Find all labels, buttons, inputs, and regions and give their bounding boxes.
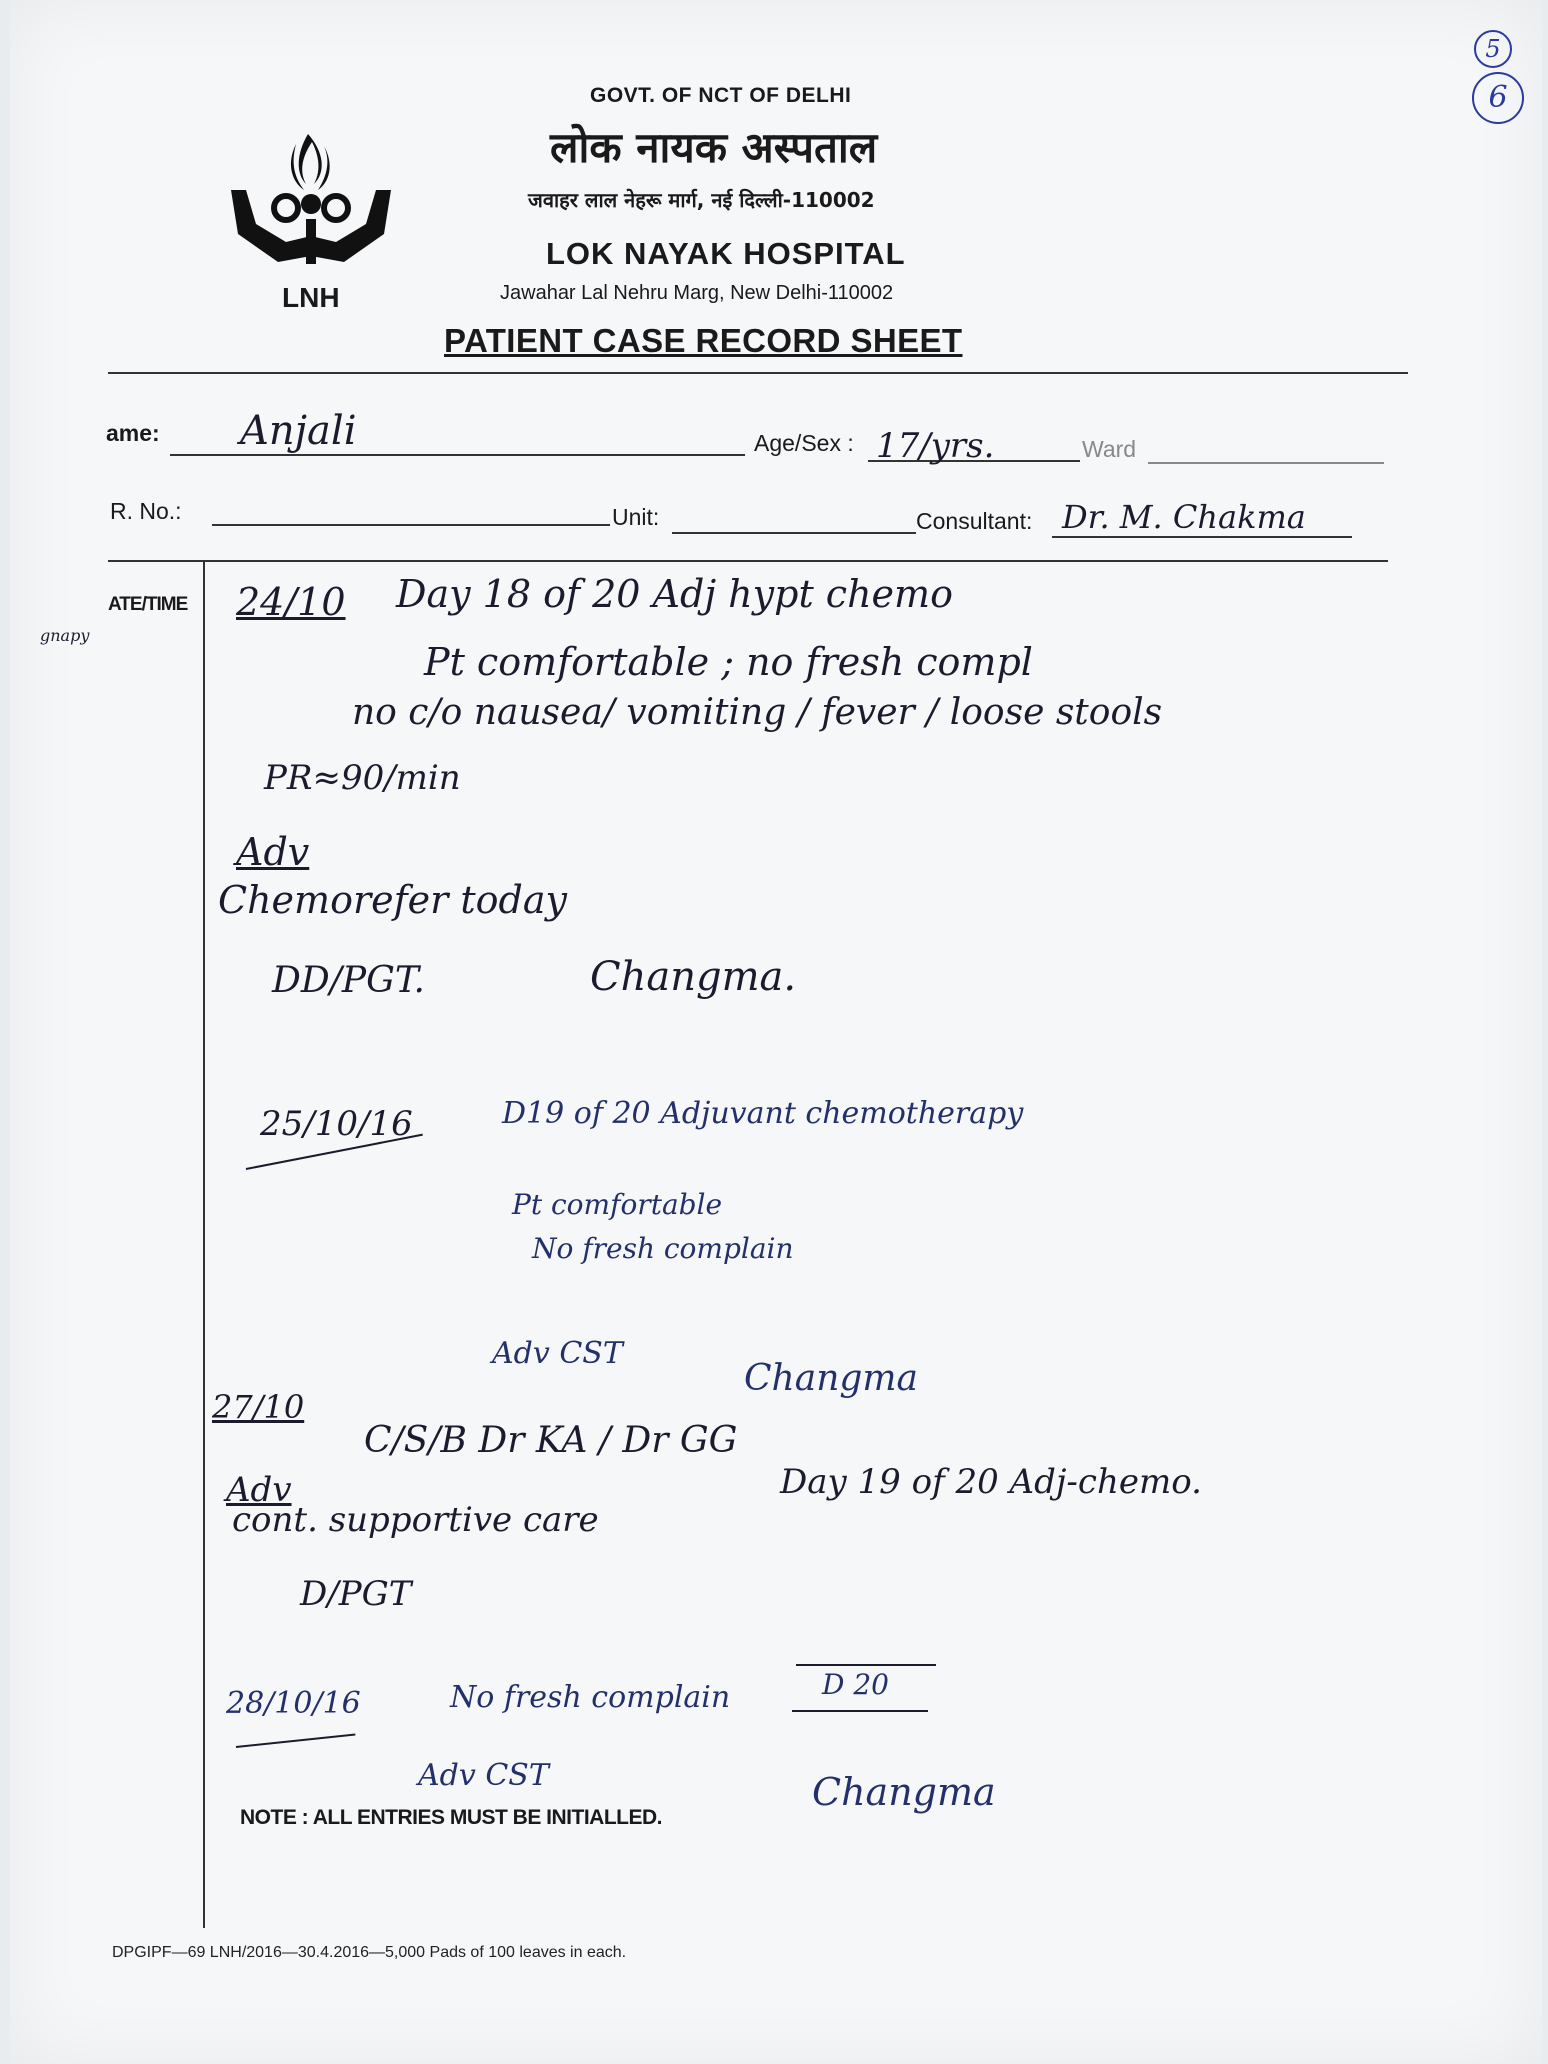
hospital-logo [226, 124, 396, 284]
age-sex-label: Age/Sex : [754, 430, 854, 456]
entry-line: No fresh complain [450, 1680, 731, 1715]
sheet-title: PATIENT CASE RECORD SHEET [444, 322, 963, 359]
date-column-divider [203, 562, 205, 1928]
initials: D/PGT [300, 1574, 412, 1614]
name-value: Anjali [240, 408, 357, 454]
hospital-name-hindi: लोक नायक अस्पताल [550, 123, 878, 172]
entry-date: 27/10 [212, 1388, 305, 1426]
print-footer: DPGIPF—69 LNH/2016—30.4.2016—5,000 Pads of 100 leaves in each. [112, 1944, 627, 1961]
entry-line: D19 of 20 Adjuvant chemotherapy [502, 1096, 1024, 1131]
unit-field[interactable] [672, 532, 916, 534]
consultant-value: Dr. M. Chakma [1062, 498, 1306, 536]
unit-label: Unit: [612, 504, 660, 530]
name-field[interactable] [170, 454, 745, 456]
initial-note: NOTE : ALL ENTRIES MUST BE INITIALLED. [240, 1806, 662, 1829]
hospital-address-hindi: जवाहर लाल नेहरू मार्ग, नई दिल्ली-110002 [528, 188, 875, 212]
entry-line: PR≈90/min [264, 758, 461, 798]
hospital-address-english: Jawahar Lal Nehru Marg, New Delhi-110002 [500, 282, 894, 304]
advice-text: Chemorefer today [218, 878, 567, 922]
name-label: ame: [106, 420, 160, 446]
cr-no-label: R. No.: [110, 498, 182, 524]
entry-date: 24/10 [236, 580, 346, 624]
age-sex-value: 17/yrs. [876, 426, 995, 466]
day-underline [792, 1710, 928, 1712]
header-divider [108, 372, 1408, 374]
entry-line: no c/o nausea/ vomiting / fever / loose stools [352, 692, 1163, 733]
entry-line: Day 18 of 20 Adj hypt chemo [396, 572, 953, 616]
entry-line: D 20 [822, 1668, 889, 1701]
case-record-sheet [10, 0, 1542, 2064]
margin-note: gnapy [40, 626, 90, 645]
logo-text: LNH [282, 282, 340, 313]
ward-label: Ward [1082, 436, 1137, 462]
consultant-label: Consultant: [916, 508, 1033, 534]
signature: Changma [744, 1358, 919, 1399]
consultant-field[interactable] [1052, 536, 1352, 538]
signature: Changma. [590, 954, 797, 1000]
date-time-label: ATE/TIME [108, 594, 188, 615]
day-underline [796, 1664, 936, 1666]
advice-text: cont. supportive care [232, 1500, 599, 1540]
entry-line: Pt comfortable ; no fresh compl [424, 640, 1033, 684]
lnh-emblem-icon [226, 124, 396, 284]
entry-line: Day 19 of 20 Adj-chemo. [780, 1462, 1202, 1502]
govt-heading: GOVT. OF NCT OF DELHI [590, 84, 852, 107]
advice-label: Adv [226, 1470, 292, 1510]
entry-line: Pt comfortable [512, 1188, 723, 1221]
advice-text: Adv CST [492, 1336, 623, 1371]
signature: Changma [812, 1770, 996, 1814]
table-top-rule [108, 560, 1388, 562]
entry-line: No fresh complain [532, 1232, 794, 1265]
ward-field[interactable] [1148, 462, 1384, 464]
initials: DD/PGT. [272, 960, 425, 1001]
advice-text: Adv CST [418, 1758, 549, 1793]
page-number-circle: 6 [1472, 72, 1524, 124]
page-number-circle: 5 [1474, 30, 1512, 68]
hospital-name-english: LOK NAYAK HOSPITAL [546, 236, 906, 271]
cr-no-field[interactable] [212, 524, 610, 526]
entry-date: 28/10/16 [226, 1686, 361, 1721]
advice-label: Adv [236, 830, 310, 874]
entry-line: C/S/B Dr KA / Dr GG [364, 1420, 738, 1461]
entry-date: 25/10/16 [260, 1104, 413, 1144]
